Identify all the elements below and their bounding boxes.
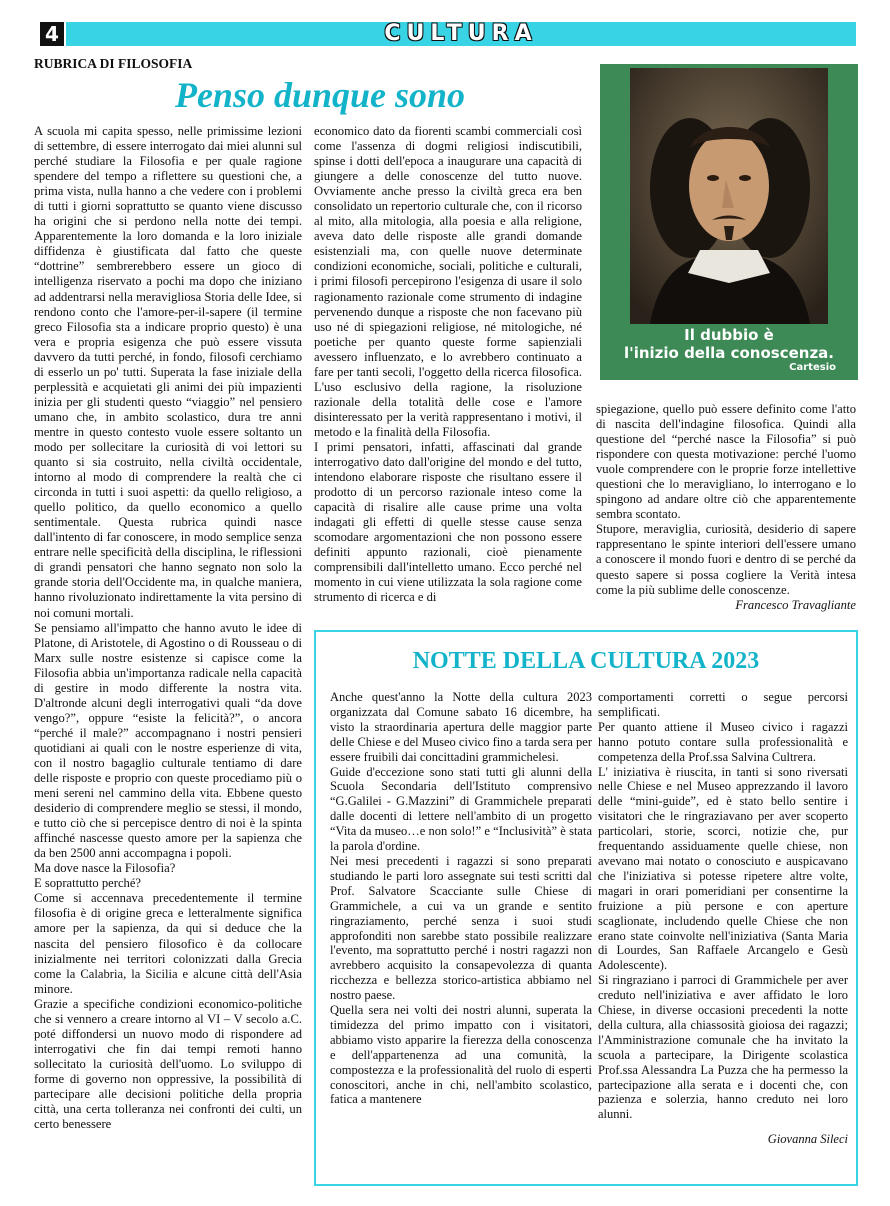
portrait-caption xyxy=(600,326,858,362)
paragraph: I primi pensatori, infatti, affascinati dal grande interrogativo dato dall'origine del mondo e del tutto, intendono elaborare risposte che risultano essere il prodotto di un percorso razionale inteso come la capacità di risalire alle cause prime una volta indagati gli effetti di quelle stesse cause senza scomodare argomentazioni che non possono essere definiti appunto razionali, cioè pienamente comprensibili dall'intelletto umano. Ecco perché nel momento in cui viene utilizzata la sola ragione come strumento di ricerca e di xyxy=(314,439,582,605)
page-number: 4 xyxy=(40,22,64,46)
paragraph: A scuola mi capita spesso, nelle primissime lezioni di settembre, di essere interrogato dai miei alunni sul perché studiare la Filosofia e per quale ragione spendere del tempo a riflettere su questioni che, a prima vista, nulla hanno a che vedere con i problemi di tutti i giorni soprattutto se quanto viene discusso ha origini che si perdono nella notte dei tempi. Apparentemente la loro domanda e la loro iniziale diffidenza è giustificata dal fatto che queste “dottrine” sembrerebbero essere un gioco di intelligenza riservato a pochi ma dopo che iniziano ad addentrarsi nella meravigliosa Storia delle Idee, si rendono conto che l'amore-per-il-sapere (il termine greco Filosofia sta a indicare proprio questo) è una vera e propria esigenza che può essere vissuta davvero da tutti perché, in fondo, filosofi cerchiamo di esserlo un po' tutti. Superata la fase iniziale della perplessità e acquietati gli animi dei più impazienti inizia per gli studenti questo “viaggio” nel pensiero umano che, in ambito scolastico, dura tre anni mentre in questo contesto vuole essere soltanto un modo per sollecitare la curiosità di voi lettori su quanto si sia costruito, nella civiltà occidentale, intorno al modo di comprendere la realtà che ci circonda in tutti i suoi aspetti: da quello religioso, a quello politico, da quello economico a quello sentimentale. Questa rubrica quindi nasce dall'intento di far conoscere, in modo semplice senza entrare nelle specificità della disciplina, le riflessioni di grandi pensatori che hanno segnato non solo la grande storia dell'Occidente ma, in qualche maniera, hanno rivoluzionato indirettamente la vita persino di noi comuni mortali. xyxy=(34,124,302,620)
event-box xyxy=(314,630,858,1186)
paragraph: economico dato da fiorenti scambi commerciali così come l'assenza di dogmi religiosi indiscutibili, spinse i dotti dell'epoca a inaugurare una capacità di giungere a delle conoscenze del tutto nuove. Ovviamente anche presso la civiltà greca era ben consolidato un repertorio culturale che, con il ricorso al mito, alla mitologia, alla poesia e alla religione, aveva dato delle risposte alle grandi domande esistenziali ma, con quelle nuove determinate condizioni economiche, sociali, politiche e culturali, i primi filosofi percepirono l'esigenza di usare il solo ragionamento razionale come strumento di indagine pervenendo dunque a risposte che non facevano più uso né di spiegazioni religiose, né mitologiche, né poetiche per quanto queste forme sapienziali avessero influenzato, e lo avrebbero continuato a fare per tanti secoli, l'oggetto della ricerca filosofica. L'uso esclusivo della ragione, la risoluzione razionale della totalità delle cose e l'amore disinteressato per la verità rappresentano i motivi, il metodo e la finalità della Filosofia. xyxy=(314,124,582,439)
box-author: Giovanna Sileci xyxy=(767,1132,848,1147)
caption-line: Il dubbio è xyxy=(684,326,774,344)
section-title: CULTURA xyxy=(384,21,538,46)
paragraph: Guide d'eccezione sono stati tutti gli alunni della Scuola Secondaria dell'Istituto comprensivo “G.Galilei - G.Mazzini” di Grammichele preparati dalle docenti di lettere nell'ambito di un progetto “Vita da museo…e non solo!” e “Inclusività” è stata la parola d'ordine. xyxy=(330,764,592,854)
paragraph: Si ringraziano i parroci di Grammichele per aver creduto nell'iniziativa e aver affidato le loro Chiese, in diverse occasioni precedenti la notte della cultura, alla chiassosità gioiosa dei ragazzi; l'Amministrazione comunale che ha invitato la scuola a partecipare, la Dirigente scolastica Prof.ssa Alessandra La Puzza che ha permesso la partecipazione alla serata e i docenti che, con pazienza e solerzia, hanno creduto nei loro alunni. xyxy=(598,973,848,1122)
paragraph: Nei mesi precedenti i ragazzi si sono preparati studiando le parti loro assegnate sui testi scritti dal Prof. Salvatore Scacciante sulle Chiese di Grammichele, a cui va un grande e sentito ringraziamento, perché senza i suoi studi approfonditi non sarebbe stato possibile realizzare l'evento, ma soprattutto perché i nostri ragazzi non avrebbero acquisito la consapevolezza di quanta ricchezza e bellezza storico-artistica abbiamo nel nostro paese. xyxy=(330,853,592,1003)
article-author: Francesco Travagliante xyxy=(735,597,856,612)
paragraph: Per quanto attiene il Museo civico i ragazzi hanno potuto contare sulla professionalità e competenza della Prof.ssa Salvina Cultrera. xyxy=(598,719,848,764)
paragraph: Come si accennava precedentemente il termine filosofia è di origine greca e letteralmente significa amore per la sapienza, da qui si deduce che la nascita del pensiero filosofico è da collocare inizialmente nei territori colonizzati dalla Grecia come la Calabria, la Sicilia e alcune città dell'Asia minore. xyxy=(34,891,302,996)
paragraph: Se pensiamo all'impatto che hanno avuto le idee di Platone, di Aristotele, di Agostino o di Rousseau o di Marx sulle nostre esistenze si capisce come la Filosofia abbia un'importanza radicale nella capacità di gestire in modo differente la nostra vita. D'altronde alcuni degli interrogativi quali “da dove vengo?”, oppure “esiste la felicità?”, o ancora “perché il male?” accompagnano i nostri pensieri quotidiani ai quali con le nostre esperienze di vita, con il nostro bagaglio culturale tentiamo di dare delle risposte e proprio con queste procediamo più o meni sereni nel cammino della vita. Ebbene questo desiderio di comprendere meglio se stessi, il mondo, e tutto ciò che si percepisce dentro di noi è la spinta affinché nascesse questo amore per la sapienza che da ben 2500 anni accompagna i popoli. xyxy=(34,620,302,861)
paragraph: Anche quest'anno la Notte della cultura 2023 organizzata dal Comune sabato 16 dicembre, ha visto la straordinaria apertura delle maggior parte delle Chiese e del Museo civico fino a tarda sera per essere fruibili dai concittadini grammichelesi. xyxy=(330,690,592,764)
portrait-illustration xyxy=(630,68,828,324)
paragraph: Stupore, meraviglia, curiosità, desiderio di sapere rappresentano le spinte interiori dell'essere umano a conoscere il mondo fuori e dentro di se perché da questo sapere si possa cogliere la Verità intesa come la più sublime delle conoscenze. xyxy=(596,522,856,597)
caption-line: l'inizio della conoscenza. xyxy=(623,344,835,362)
box-column-1 xyxy=(330,690,592,1180)
box-title: NOTTE DELLA CULTURA 2023 xyxy=(412,648,760,674)
paragraph: L' iniziativa è riuscita, in tanti si sono riversati nelle Chiese e nel Museo apprezzando il lavoro delle “mini-guide”, ed è stato bello sentire i visitatori che le ringraziavano per aver scoperto particolari, storie, scorci, notizie che, pur frequentando assiduamente quelle chiese, non avevano mai notato o conosciuto e auspicavano che l'iniziativa si potesse ripetere altre volte, magari in orari pomeridiani per consentirne la fruizione a più persone e con aperture scaglionate, includendo quelle Chiese che non erano state coinvolte nell'iniziativa (Santa Maria di Lourdes, San Raffaele Arcangelo e Gesù Adolescente). xyxy=(598,764,848,973)
article-column-3 xyxy=(596,402,856,612)
section-banner xyxy=(66,22,856,46)
box-column-2 xyxy=(598,690,848,1180)
article-column-2 xyxy=(314,124,582,614)
rubric-label: RUBRICA DI FILOSOFIA xyxy=(34,56,193,71)
article-column-1 xyxy=(34,124,302,1188)
paragraph: Grazie a specifiche condizioni economico-politiche che si vennero a creare intorno al VI – V secolo a.C. poté diffondersi un nuovo modo di rispondere ad interrogativi che fin dai tempi remoti hanno sollecitato la curiosità dell'uomo. Lo sviluppo di forme di governo non oppressive, la possibilità di partecipare alle decisioni politiche della propria città, una certa tolleranza nei confronti dei culti, un certo benessere xyxy=(34,996,302,1132)
paragraph: Quella sera nei volti dei nostri alunni, superata la timidezza del primo impatto con i visitatori, abbiamo visto apparire la fierezza della conoscenza e dell'appartenenza ad una comunità, la compostezza e la professionalità del ruolo di esperti conoscitori, anche in chi, nell'ambito scolastico, fatica a mantenere xyxy=(330,1003,592,1107)
paragraph: E soprattutto perché? xyxy=(34,876,142,891)
paragraph: spiegazione, quello può essere definito come l'atto di nascita dell'indagine filosofica. Quindi alla questione del “perché nasce la Filosofia” si può rispondere con questa motivazione: perché l'uomo vuole comprendere con le proprie forze intellettive questioni che lo meravigliano, lo interrogano e lo spingono ad andare oltre ciò che apparentemente sembra scontato. xyxy=(596,402,856,522)
caption-author: Cartesio xyxy=(789,362,836,373)
article-title: Penso dunque sono xyxy=(174,75,466,115)
paragraph: Ma dove nasce la Filosofia? xyxy=(34,861,176,876)
paragraph: comportamenti corretti o segue percorsi semplificati. xyxy=(598,690,848,719)
descartes-portrait xyxy=(600,64,858,380)
